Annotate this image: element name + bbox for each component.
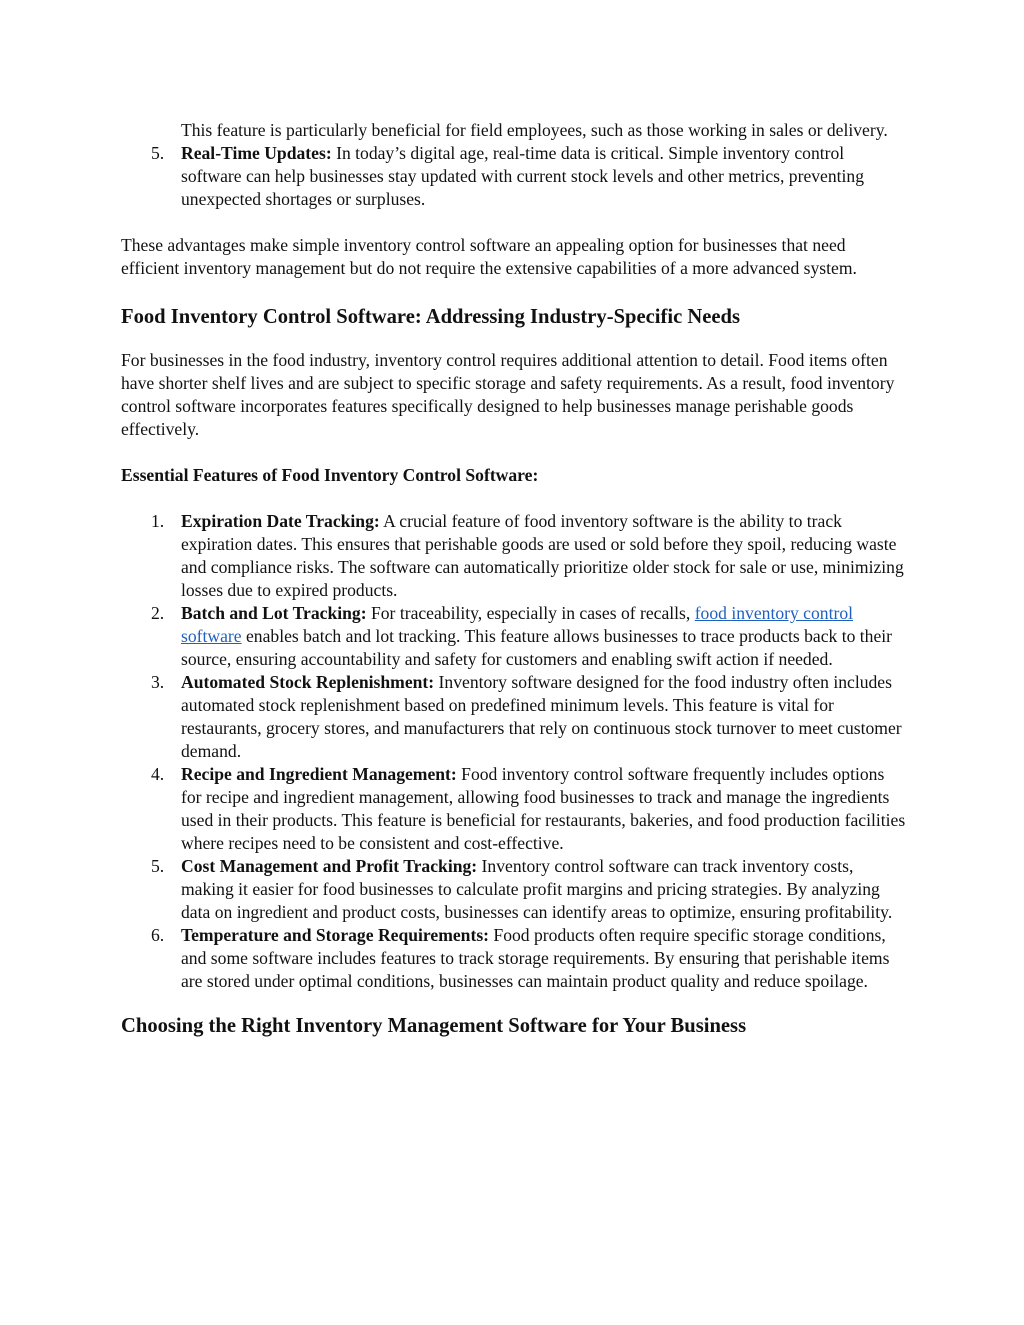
list-item-title: Automated Stock Replenishment:: [181, 672, 435, 692]
document-page: [121, 119, 906, 1040]
list-item-title: Temperature and Storage Requirements:: [181, 925, 490, 945]
list-number: 3.: [151, 672, 165, 692]
list-item-title: Real-Time Updates:: [181, 143, 332, 163]
list-item: [121, 510, 906, 602]
list-item: [121, 763, 906, 855]
list-item: [121, 602, 906, 671]
list-item-text: For traceability, especially in cases of recalls,: [366, 603, 695, 623]
list-item: [121, 142, 906, 211]
list-number: 4.: [151, 764, 165, 784]
list-item: [121, 924, 906, 993]
list-item-text: Food products often require specific storage conditions, and some software includes features to track storage requirements. By ensuring that perishable items are stored under optimal conditions, businesses can maintain product quality and reduce spoilage.: [181, 925, 890, 991]
list-number: 1.: [151, 511, 165, 531]
list-number: 6.: [151, 925, 165, 945]
choosing-section-heading: Choosing the Right Inventory Management Software for Your Business: [121, 1015, 747, 1037]
list-item-text: enables batch and lot tracking. This feature allows businesses to trace products back to their source, ensuring accountability and safety for customers and enabling swift action if needed.: [181, 626, 893, 669]
list-item-text: Inventory control software can track inventory costs, making it easier for food businesses to calculate profit margins and pricing strategies. By analyzing data on ingredient and product costs, businesses can identify areas to optimize, ensuring profitability.: [181, 856, 893, 922]
food-section-heading: Food Inventory Control Software: Addressing Industry-Specific Needs: [121, 306, 740, 328]
list-item-text: A crucial feature of food inventory software is the ability to track expiration dates. This ensures that perishable goods are used or sold before they spoil, reducing waste and compliance risks. The software can automatically prioritize older stock for sale or use, minimizing losses due to expired products.: [181, 511, 904, 600]
intro-continuation: This feature is particularly beneficial for field employees, such as those working in sales or delivery.: [181, 120, 888, 140]
list-item-title: Recipe and Ingredient Management:: [181, 764, 457, 784]
list-item-text: Inventory software designed for the food industry often includes automated stock replenishment based on predefined minimum levels. This feature is vital for restaurants, grocery stores, and manufacturers that rely on continuous stock turnover to meet customer demand.: [181, 672, 902, 761]
features-list: [121, 510, 906, 993]
list-item-title: Expiration Date Tracking:: [181, 511, 380, 531]
food-section-paragraph: For businesses in the food industry, inventory control requires additional attention to detail. Food items often have shorter shelf lives and are subject to specific storage and safety requirements. As a result, food inventory control software incorporates features specifically designed to help businesses manage perishable goods effectively.: [121, 350, 895, 439]
list-number: 5.: [151, 856, 165, 876]
list-item: [121, 671, 906, 763]
list-number: 2.: [151, 603, 165, 623]
list-item-title: Batch and Lot Tracking:: [181, 603, 367, 623]
list-item-text: Food inventory control software frequently includes options for recipe and ingredient management, allowing food businesses to track and manage the ingredients used in their products. This feature is beneficial for restaurants, bakeries, and food production facilities where recipes need to be consistent and cost-effective.: [181, 764, 906, 853]
advantages-paragraph: These advantages make simple inventory control software an appealing option for businesses that need efficient inventory management but do not require the extensive capabilities of a more advanced system.: [121, 235, 857, 278]
list-item-title: Cost Management and Profit Tracking:: [181, 856, 478, 876]
food-inventory-software-link[interactable]: food inventory control software: [181, 603, 854, 646]
first-list: [121, 142, 906, 211]
features-subheading: Essential Features of Food Inventory Control Software:: [121, 465, 539, 485]
list-item: [121, 855, 906, 924]
list-number: 5.: [151, 143, 165, 163]
list-item-text: In today’s digital age, real-time data is critical. Simple inventory control software can help businesses stay updated with current stock levels and other metrics, preventing unexpected shortages or surpluses.: [181, 143, 865, 209]
